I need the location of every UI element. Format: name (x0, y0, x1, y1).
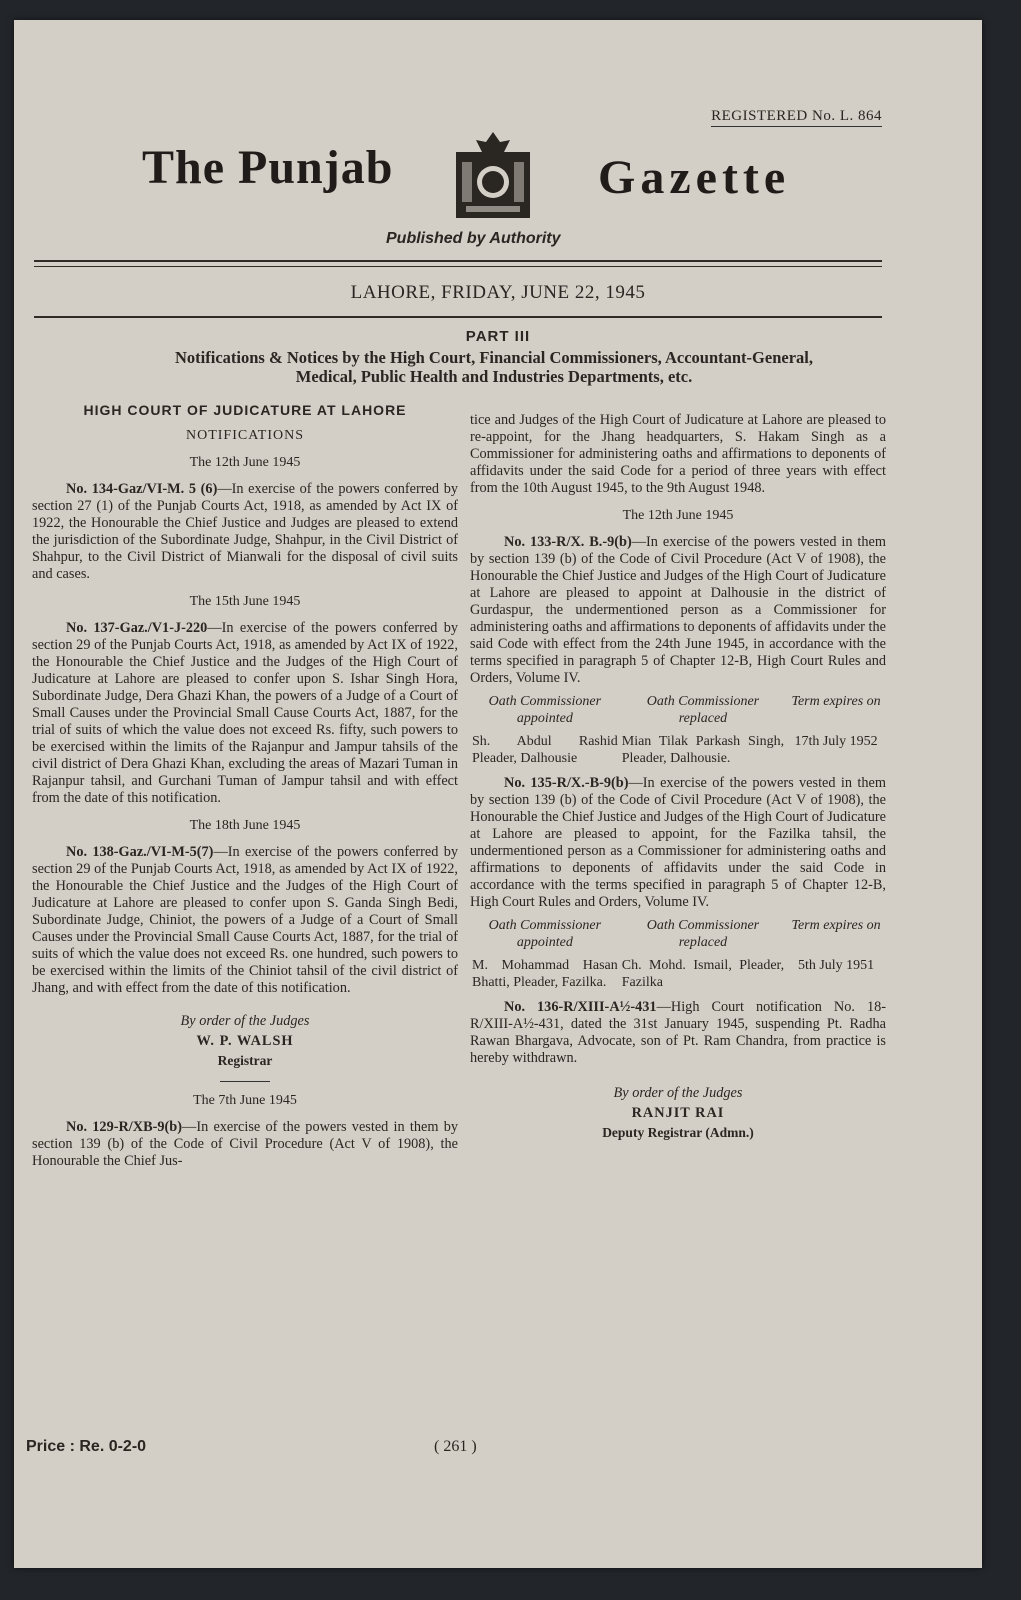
signature-name: RANJIT RAI (631, 1105, 725, 1121)
notification-date: The 12th June 1945 (189, 455, 301, 470)
table-row (470, 733, 886, 767)
notification-138 (32, 844, 458, 997)
notification-text: —In exercise of the powers vested in them by section 139 (b) of the Code of Civil Procedure (Act V of 1908), the Honourable the Chief Justice and Judges of the High Court of Judicature at Lahore are pleased to appoint, for the Fazilka tahsil, the undermentioned person as a Commissioner for administering oaths and affirmations to deponents of affidavits under the said Code in accordance with the terms specified in paragraph 5 of Chapter 12-B, High Court Rules and Orders, Volume IV. (470, 775, 886, 910)
notification-number: No. 137-Gaz./V1-J-220 (66, 620, 208, 636)
table-header-row (470, 917, 886, 957)
table-header-row (470, 693, 886, 733)
notification-number: No. 136-R/XIII-A½-431 (504, 999, 657, 1015)
top-rule-thin (34, 266, 882, 267)
notification-134 (32, 481, 458, 583)
notification-number: No. 133-R/X. B.-9(b) (504, 534, 632, 550)
notification-date: The 18th June 1945 (189, 818, 301, 833)
court-heading: HIGH COURT OF JUDICATURE AT LAHORE (83, 402, 407, 418)
column-header: Oath Commissioner replaced (646, 918, 760, 950)
notification-133 (470, 534, 886, 687)
table-cell: Mian Tilak Parkash Singh, Pleader, Dalhousie. (621, 734, 785, 766)
table-cell: M. Mohammad Hasan Bhatti, Pleader, Fazilka. (472, 958, 618, 990)
notification-date: The 7th June 1945 (193, 1093, 297, 1108)
notification-text: —In exercise of the powers conferred by section 27 (1) of the Punjab Courts Act, 1918, as amended by Act IX of 1922, the Honourable the Chief Justice and Judges are pleased to extend the jurisdiction of the Subordinate Judge, Shahpur, in the Civil District of Shahpur, to the Civil District of Mianwali for the disposal of civil suits and cases. (32, 481, 458, 582)
notification-136 (470, 999, 886, 1067)
notification-137 (32, 620, 458, 807)
notification-text: —In exercise of the powers conferred by section 29 of the Punjab Courts Act, 1918, as amended by Act IX of 1922, the Honourable the Chief Justice and the Judges of the High Court of Judicature at Lahore are pleased to confer upon S. Ganda Singh Bedi, Subordinate Judge, Chiniot, the powers of a Judge of a Court of Small Causes under the Provincial Small Cause Courts Act, 1887, for the trial of suits of which the value does not exceed Rs. one hundred, such powers to be exercised within the limits of the Chiniot tahsil of the civil district of Jhang, and with effect from the date of this notification. (32, 844, 458, 996)
part-subtitle (44, 348, 944, 386)
part-subtitle-line-2: Medical, Public Health and Industries Departments, etc. (295, 367, 693, 386)
table-cell: 17th July 1952 (794, 734, 878, 749)
dateline: LAHORE, FRIDAY, JUNE 22, 1945 (350, 282, 646, 303)
title-right: Gazette (598, 151, 791, 204)
date-rule (34, 316, 882, 318)
column-header: Term expires on (791, 918, 881, 933)
royal-crest-icon (452, 130, 534, 222)
notification-text: —In exercise of the powers vested in them by section 139 (b) of the Code of Civil Procedure (Act V of 1908), the Honourable the Chief Justice and Judges of the High Court of Judicature at Lahore are pleased to appoint at Dalhousie in the district of Gurdaspur, the undermentioned person as a Commissioner for administering oaths and affirmations to deponents of affidavits under the said Code with effect from the 24th June 1945, in accordance with the terms specified in paragraph 5 of Chapter 12-B, High Court Rules and Orders, Volume IV. (470, 534, 886, 686)
published-by: Published by Authority (386, 230, 561, 247)
table-cell: 5th July 1951 (797, 958, 875, 973)
page-number: ( 261 ) (434, 1438, 477, 1455)
notification-number: No. 129-R/XB-9(b) (66, 1119, 183, 1135)
column-header: Oath Commissioner appointed (488, 694, 602, 726)
registration-number: REGISTERED No. L. 864 (711, 108, 882, 127)
left-column (32, 402, 458, 1176)
table-row (470, 957, 886, 991)
notification-text: —In exercise of the powers conferred by section 29 of the Punjab Courts Act, 1918, as amended by Act IX of 1922, the Honourable the Chief Justice and the Judges of the High Court of Judicature at Lahore are pleased to confer upon S. Ishar Singh Hora, Subordinate Judge, Dera Ghazi Khan, the powers of a Judge of a Court of Small Causes under the Provincial Small Cause Courts Act, 1887, for the trial of suits of which the value does not exceed Rs. fifty, such powers to be exercised within the limits of the Rajanpur and Jampur tahsils of the civil district of Dera Ghazi Khan, excluding the areas of Mazari Tuman in Rajanpur tahsil, and Gurchani Tuman of Jampur tahsil and with effect from the date of this notification. (32, 620, 458, 806)
notification-129 (32, 1119, 458, 1170)
signature-by-order: By order of the Judges (180, 1013, 310, 1029)
notification-number: No. 134-Gaz/VI-M. 5 (6) (66, 481, 218, 497)
signature-title: Deputy Registrar (Admn.) (602, 1125, 754, 1140)
top-rule (34, 260, 882, 262)
gazette-page (14, 20, 982, 1568)
oath-commissioner-table (470, 693, 886, 767)
signature-name: W. P. WALSH (196, 1033, 294, 1049)
notification-number: No. 135-R/X.-B-9(b) (504, 775, 629, 791)
column-header: Oath Commissioner appointed (488, 918, 602, 950)
signature-block-registrar (32, 1011, 458, 1071)
price-label: Price : Re. 0-2-0 (26, 1438, 147, 1455)
notification-date: The 15th June 1945 (189, 594, 301, 609)
separator-line (220, 1081, 270, 1082)
column-header: Oath Commissioner replaced (646, 694, 760, 726)
column-header: Term expires on (791, 694, 881, 709)
oath-commissioner-table (470, 917, 886, 991)
notification-text: —In exercise of the powers vested in them by section 139 (b) of the Code of Civil Procedure (Act V of 1908), the Honourable the Chief Jus- (32, 1119, 458, 1169)
notification-135 (470, 775, 886, 911)
table-cell: Sh. Abdul Rashid Pleader, Dalhousie (472, 734, 618, 766)
signature-block-deputy-registrar (470, 1083, 886, 1143)
notification-date: The 12th June 1945 (622, 508, 734, 523)
title-left: The Punjab (142, 141, 394, 194)
part-subtitle-line-1: Notifications & Notices by the High Court, Financial Commissioners, Accountant-General, (175, 348, 813, 367)
right-column (470, 412, 886, 1143)
table-cell: Ch. Mohd. Ismail, Pleader, Fazilka (621, 958, 785, 990)
notification-number: No. 138-Gaz./VI-M-5(7) (66, 844, 214, 860)
signature-title: Registrar (217, 1053, 273, 1068)
part-label: PART III (465, 328, 531, 345)
notification-129-continued: tice and Judges of the High Court of Judicature at Lahore are pleased to re-appoint, for the Jhang headquarters, S. Hakam Singh as a Commissioner for administering oaths and affirmations to deponents of affidavits under the said Code for a period of three years with effect from the 10th August 1945, to the 9th August 1948. (470, 412, 886, 496)
signature-by-order: By order of the Judges (613, 1085, 743, 1101)
notification-text: —High Court notification No. 18-R/XIII-A½-431, dated the 31st January 1945, suspending Pt. Radha Rawan Bhargava, Advocate, son of Pt. Ram Chandra, from practice is hereby withdrawn. (470, 999, 887, 1066)
notifications-heading: NOTIFICATIONS (186, 428, 304, 443)
